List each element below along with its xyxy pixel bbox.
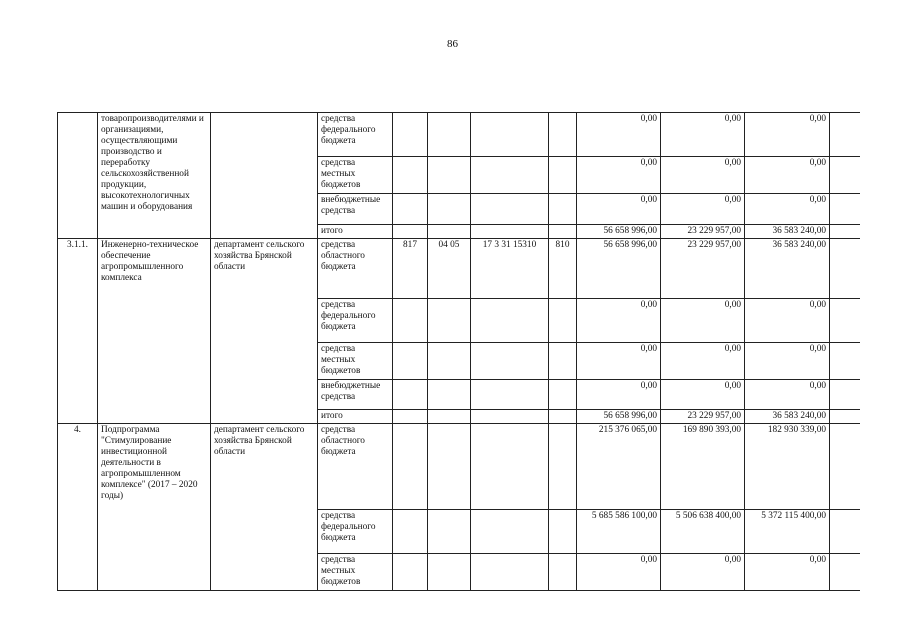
page-number: 86 bbox=[447, 38, 458, 50]
measure-name-cell: товаропроизводителями и организациями, осуществляющими производство и переработку сельскохозяйственной продукции, высокотехнологичных машин и оборудования bbox=[98, 113, 211, 239]
amount-2020: 36 583 240,00 bbox=[745, 225, 830, 239]
amount-2020: 0,00 bbox=[745, 194, 830, 225]
amount-2018: 0,00 bbox=[577, 113, 661, 157]
funding-source: внебюджетные средства bbox=[318, 194, 393, 225]
funding-source: средства местных бюджетов bbox=[318, 554, 393, 591]
grbs-cell bbox=[393, 113, 428, 157]
row-number-cell: 3.1.1. bbox=[58, 239, 98, 424]
amount-2019: 0,00 bbox=[661, 157, 745, 194]
amount-2018: 0,00 bbox=[577, 194, 661, 225]
amount-2019: 169 890 393,00 bbox=[661, 424, 745, 510]
funding-source: средства местных бюджетов bbox=[318, 343, 393, 380]
amount-2020: 5 372 115 400,00 bbox=[745, 510, 830, 554]
amount-2020: 0,00 bbox=[745, 343, 830, 380]
amount-2020: 0,00 bbox=[745, 157, 830, 194]
grbs-cell: 817 bbox=[393, 239, 428, 299]
row-number-cell bbox=[58, 113, 98, 239]
funding-source: средства областного бюджета bbox=[318, 239, 393, 299]
amount-2018: 0,00 bbox=[577, 343, 661, 380]
amount-2019: 5 506 638 400,00 bbox=[661, 510, 745, 554]
vr-cell: 810 bbox=[549, 239, 577, 299]
amount-2019: 23 229 957,00 bbox=[661, 239, 745, 299]
funding-source: внебюджетные средства bbox=[318, 380, 393, 410]
table-row bbox=[58, 113, 860, 157]
funding-source: средства федерального бюджета bbox=[318, 299, 393, 343]
table-row bbox=[58, 239, 860, 299]
funding-source: итого bbox=[318, 225, 393, 239]
row-number-cell: 4. bbox=[58, 424, 98, 591]
amount-2018: 0,00 bbox=[577, 157, 661, 194]
amount-2018: 56 658 996,00 bbox=[577, 239, 661, 299]
budget-table bbox=[57, 112, 860, 591]
amount-2018: 215 376 065,00 bbox=[577, 424, 661, 510]
csr-cell: 17 3 31 15310 bbox=[471, 239, 549, 299]
executor-cell: департамент сельского хозяйства Брянской области bbox=[211, 239, 318, 424]
measure-name-cell: Подпрограмма "Стимулирование инвестиционной деятельности в агропромышленном комплексе" (2017 – 2020 годы) bbox=[98, 424, 211, 591]
csr-cell bbox=[471, 113, 549, 157]
amount-2019: 0,00 bbox=[661, 380, 745, 410]
rzpr-cell: 04 05 bbox=[428, 239, 471, 299]
amount-2019: 0,00 bbox=[661, 554, 745, 591]
amount-2020: 0,00 bbox=[745, 113, 830, 157]
amount-2020: 36 583 240,00 bbox=[745, 410, 830, 424]
amount-2018: 5 685 586 100,00 bbox=[577, 510, 661, 554]
amount-2018: 0,00 bbox=[577, 380, 661, 410]
measure-name-cell: Инженерно-техническое обеспечение агропромышленного комплекса bbox=[98, 239, 211, 424]
funding-source: средства областного бюджета bbox=[318, 424, 393, 510]
amount-2020: 0,00 bbox=[745, 299, 830, 343]
amount-2019: 0,00 bbox=[661, 343, 745, 380]
amount-2020: 0,00 bbox=[745, 554, 830, 591]
amount-2018: 56 658 996,00 bbox=[577, 410, 661, 424]
amount-2018: 0,00 bbox=[577, 554, 661, 591]
amount-2018: 56 658 996,00 bbox=[577, 225, 661, 239]
amount-2019: 0,00 bbox=[661, 113, 745, 157]
funding-source: итого bbox=[318, 410, 393, 424]
executor-cell: департамент сельского хозяйства Брянской области bbox=[211, 424, 318, 591]
funding-source: средства федерального бюджета bbox=[318, 113, 393, 157]
funding-source: средства местных бюджетов bbox=[318, 157, 393, 194]
amount-2019: 23 229 957,00 bbox=[661, 410, 745, 424]
amount-2020: 182 930 339,00 bbox=[745, 424, 830, 510]
funding-source: средства федерального бюджета bbox=[318, 510, 393, 554]
amount-2018: 0,00 bbox=[577, 299, 661, 343]
rzpr-cell bbox=[428, 113, 471, 157]
executor-cell bbox=[211, 113, 318, 239]
amount-2019: 0,00 bbox=[661, 299, 745, 343]
result-cell bbox=[830, 113, 860, 157]
table-row bbox=[58, 424, 860, 510]
amount-2019: 23 229 957,00 bbox=[661, 225, 745, 239]
amount-2020: 0,00 bbox=[745, 380, 830, 410]
amount-2019: 0,00 bbox=[661, 194, 745, 225]
amount-2020: 36 583 240,00 bbox=[745, 239, 830, 299]
vr-cell bbox=[549, 113, 577, 157]
